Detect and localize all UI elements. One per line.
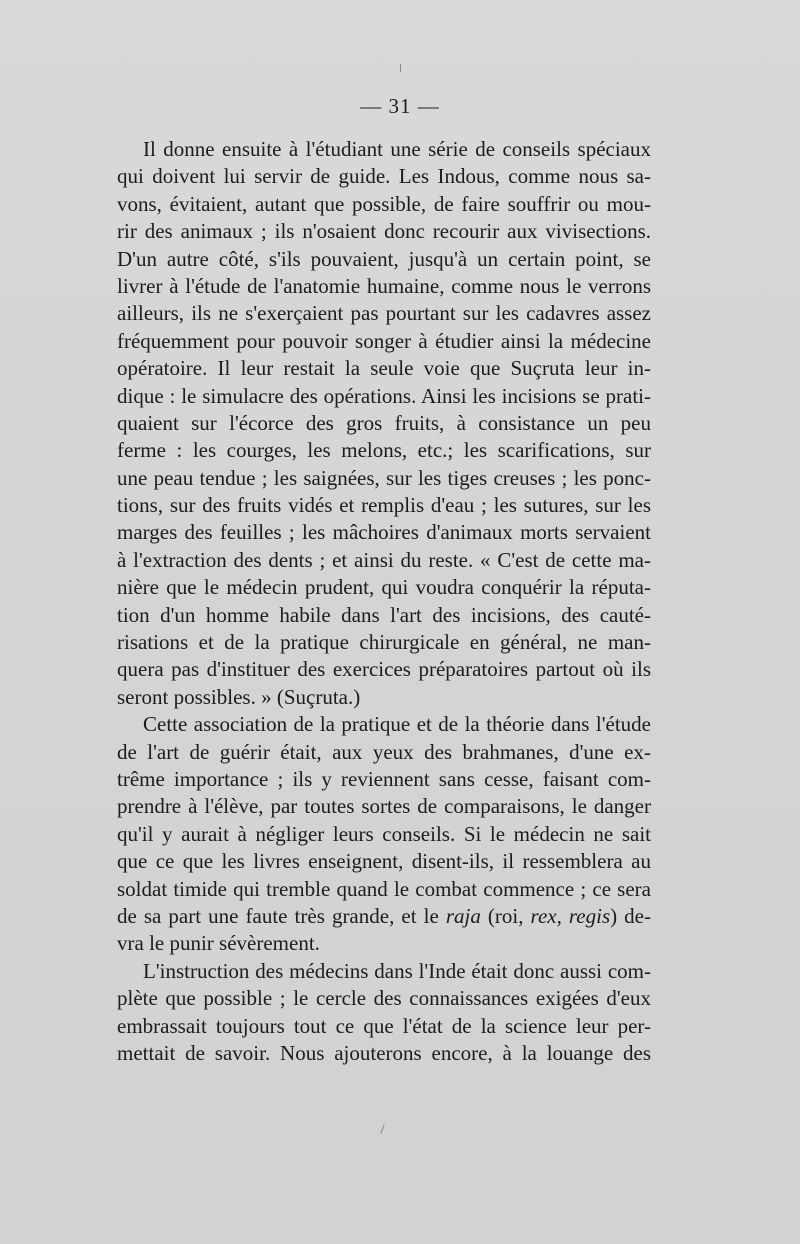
italic-term: rex, regis xyxy=(530,903,611,928)
text-line: à l'extraction des dents ; et ainsi du reste. « C'est de cette ma- xyxy=(117,547,651,572)
text-line: fréquemment pour pouvoir songer à étudier ainsi la médecine xyxy=(117,328,651,353)
text-line: dique : le simulacre des opérations. Ainsi les incisions se prati- xyxy=(117,383,651,408)
text-line: que ce que les livres enseignent, disent-ils, il ressemblera au xyxy=(117,849,651,874)
text-segment: de sa part une faute très grande, et le xyxy=(117,903,446,928)
text-line: une peau tendue ; les saignées, sur les tiges creuses ; les ponc- xyxy=(117,465,651,490)
text-line: vons, évitaient, autant que possible, de faire souffrir ou mou- xyxy=(117,191,651,216)
text-line: vra le punir sévèrement. xyxy=(117,931,320,956)
text-line: opératoire. Il leur restait la seule voie que Suçruta leur in- xyxy=(117,356,651,381)
text-line: de l'art de guérir était, aux yeux des brahmanes, d'une ex- xyxy=(117,739,651,764)
text-line: livrer à l'étude de l'anatomie humaine, comme nous le verrons xyxy=(117,273,651,298)
page-number: — 31 — xyxy=(360,94,440,118)
text-line: marges des feuilles ; les mâchoires d'animaux morts servaient xyxy=(117,520,651,545)
text-line: qui doivent lui servir de guide. Les Indous, comme nous sa- xyxy=(117,164,651,189)
text-line: nière que le médecin prudent, qui voudra conquérir la réputa- xyxy=(117,575,651,600)
text-line: quaient sur l'écorce des gros fruits, à consistance un peu xyxy=(117,410,651,435)
paper-blemish xyxy=(400,64,401,72)
text-line: prendre à l'élève, par toutes sortes de comparaisons, le danger xyxy=(117,794,651,819)
text-line: plète que possible ; le cercle des connaissances exigées d'eux xyxy=(117,986,651,1011)
paper-blemish xyxy=(380,1124,384,1134)
text-line: quera pas d'instituer des exercices préparatoires partout où ils xyxy=(117,657,651,682)
text-line: tion d'un homme habile dans l'art des incisions, des cauté- xyxy=(117,602,651,627)
text-line: ailleurs, ils ne s'exerçaient pas pourtant sur les cadavres assez xyxy=(117,301,651,326)
text-segment: ) de- xyxy=(610,903,651,928)
text-line: tions, sur des fruits vidés et remplis d'eau ; les sutures, sur les xyxy=(117,493,651,518)
text-line xyxy=(117,903,651,930)
text-line: risations et de la pratique chirurgicale en général, ne man- xyxy=(117,630,651,655)
text-line: qu'il y aurait à négliger leurs conseils. Si le médecin ne sait xyxy=(117,821,651,846)
text-line: rir des animaux ; ils n'osaient donc recourir aux vivisections. xyxy=(117,219,651,244)
body-text xyxy=(117,136,651,1067)
text-line: soldat timide qui tremble quand le combat commence ; ce sera xyxy=(117,876,651,901)
text-line: embrassait toujours tout ce que l'état de la science leur per- xyxy=(117,1013,651,1038)
text-segment: (roi, xyxy=(480,903,531,928)
text-line: Cette association de la pratique et de la théorie dans l'étude xyxy=(143,712,651,737)
text-line: D'un autre côté, s'ils pouvaient, jusqu'à un certain point, se xyxy=(117,246,651,271)
text-line: mettait de savoir. Nous ajouterons encore, à la louange des xyxy=(117,1040,651,1065)
text-line: L'instruction des médecins dans l'Inde était donc aussi com- xyxy=(143,958,651,983)
italic-term: raja xyxy=(445,903,481,928)
text-line: seront possibles. » (Suçruta.) xyxy=(117,684,361,709)
text-line: trême importance ; ils y reviennent sans cesse, faisant com- xyxy=(117,766,651,791)
text-line: Il donne ensuite à l'étudiant une série de conseils spéciaux xyxy=(143,137,651,161)
text-line: ferme : les courges, les melons, etc.; les scarifications, sur xyxy=(117,438,651,463)
